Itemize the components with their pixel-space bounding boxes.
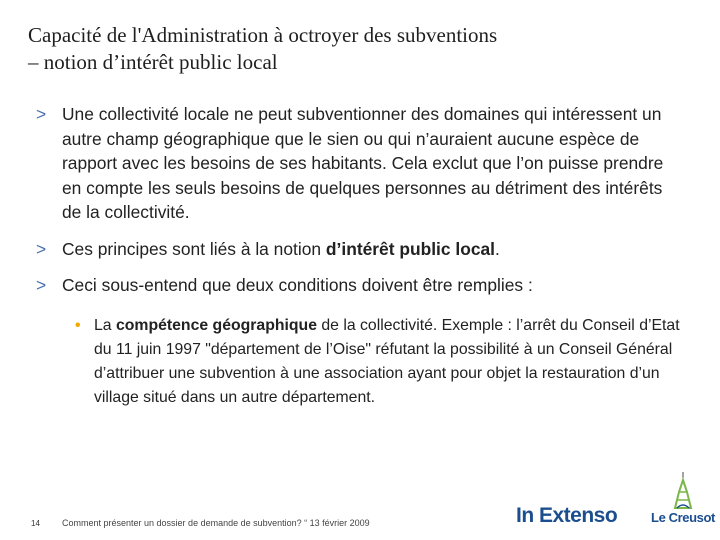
chevron-right-icon: > [36, 275, 47, 295]
footer-text: Comment présenter un dossier de demande de subvention? “ 13 février 2009 [62, 518, 370, 528]
bullet-text: Ceci sous-entend que deux conditions doivent être remplies : [62, 275, 533, 295]
bullet-item [36, 273, 686, 298]
chevron-right-icon: > [36, 238, 47, 259]
in-extenso-logo: In Extenso [516, 504, 618, 527]
slide-title [28, 22, 678, 76]
bullet-text: Ces principes sont liés à la notion [62, 238, 326, 259]
bullet-item [36, 237, 686, 262]
title-line-2: – notion d’intérêt public local [28, 50, 278, 74]
bullet-dot-icon: • [75, 316, 81, 334]
bullet-item [36, 102, 686, 225]
page-number: 14 [31, 519, 40, 528]
sub-bullet-item [72, 314, 686, 410]
sub-bullet-text-end: de la collectivité. Exemple : l’arrêt du Conseil d’Etat du 11 juin 1997 "département de l’Oise" réfutant la possibilité à un Conseil Général d’attribuer une subvention à une association ayant pour objet la restauration d’un village situé dans un autre département. [94, 316, 680, 406]
sub-bullet-text: La [94, 316, 116, 334]
bullet-bold-term: d’intérêt public local [325, 238, 496, 259]
le-creusot-logo [650, 470, 716, 532]
bullet-text-end: . [495, 238, 500, 259]
chevron-right-icon: > [36, 104, 47, 124]
sub-bullet-bold-term: compétence géographique [115, 316, 317, 334]
bullet-list [36, 102, 686, 410]
sub-bullet-list [36, 314, 686, 410]
le-creusot-text: Le Creusot [651, 510, 715, 525]
tower-icon [650, 470, 716, 512]
bullet-text: Une collectivité locale ne peut subventionner des domaines qui intéressent un autre champ géographique que le sien ou qui n’auraient aucune espèce de rapport avec les besoins de ses habitants. Cela exclut que l’on puisse prendre en compte les seuls besoins de quelques personnes au détriment des intérêts de la collectivité. [62, 104, 664, 222]
title-line-1: Capacité de l'Administration à octroyer des subventions [28, 23, 498, 47]
